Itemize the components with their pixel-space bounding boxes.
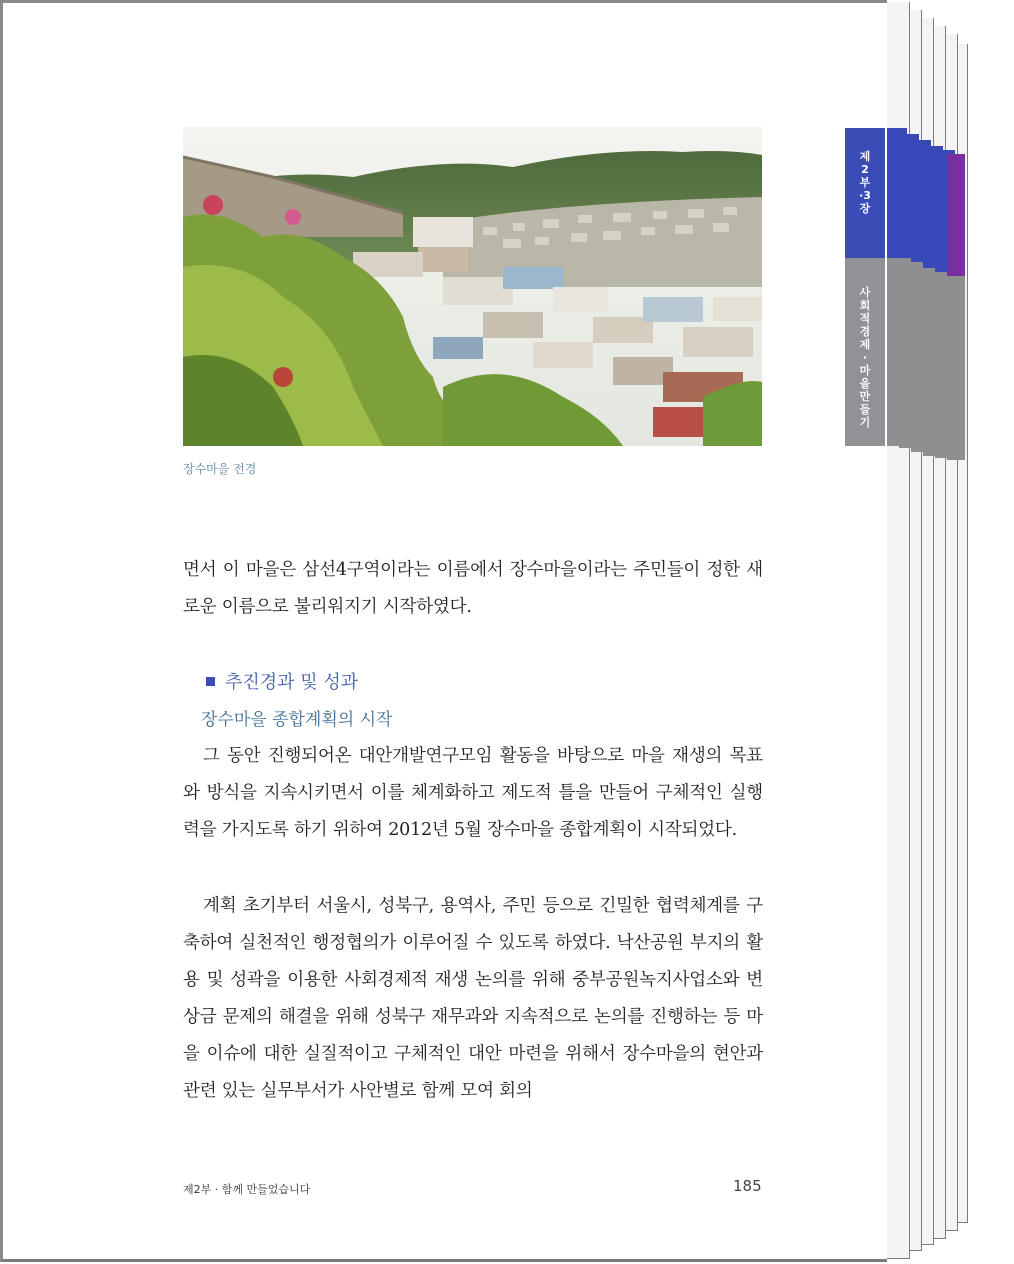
footer-section-title: 제2부 · 함께 만들었습니다 [183,1183,311,1196]
chapter-title-tab [845,258,885,446]
paragraph-plan-start: 그 동안 진행되어온 대안개발연구모임 활동을 바탕으로 마을 재생의 목표와 방식을 지속시키면서 이를 체계화하고 제도적 틀을 만들어 구체적인 실행력을 가지도록 하기 위하여 2012년 5월 장수마을 종합계획이 시작되었다. [183,746,763,840]
chapter-tab [845,128,885,258]
book-page-edges [884,0,984,1264]
chapter-title-label: 사회적경제·마을만들기 [859,286,871,429]
paragraph-intro: 면서 이 마을은 삼선4구역이라는 이름에서 장수마을이라는 주민들이 정한 새로운 이름으로 불리워지기 시작하였다. [183,560,763,617]
photo-caption: 장수마을 전경 [183,462,257,476]
bullet-square-icon [206,677,215,686]
subheading: 장수마을 종합계획의 시작 [201,710,393,730]
chapter-tab-label: 제2부·3장 [859,150,871,215]
village-landscape-photo [183,127,762,446]
paragraph-cooperation: 계획 초기부터 서울시, 성북구, 용역사, 주민 등으로 긴밀한 협력체계를 구축하여 실천적인 행정협의가 이루어질 수 있도록 하였다. 낙산공원 부지의 활용 및 성곽을 이용한 사회경제적 재생 논의를 위해 중부공원녹지사업소와 변상금 문제의 해결을 위해 성북구 재무과와 지속적으로 논의를 진행하는 등 마을 이슈에 대한 실질적이고 구체적인 대안 마련을 위해서 장수마을의 현안과 관련 있는 실무부서가 사안별로 함께 모여 회의 [183,896,763,1101]
page-number: 185 [733,1177,762,1195]
section-heading-text: 추진경과 및 성과 [225,672,359,693]
section-heading [206,668,358,694]
